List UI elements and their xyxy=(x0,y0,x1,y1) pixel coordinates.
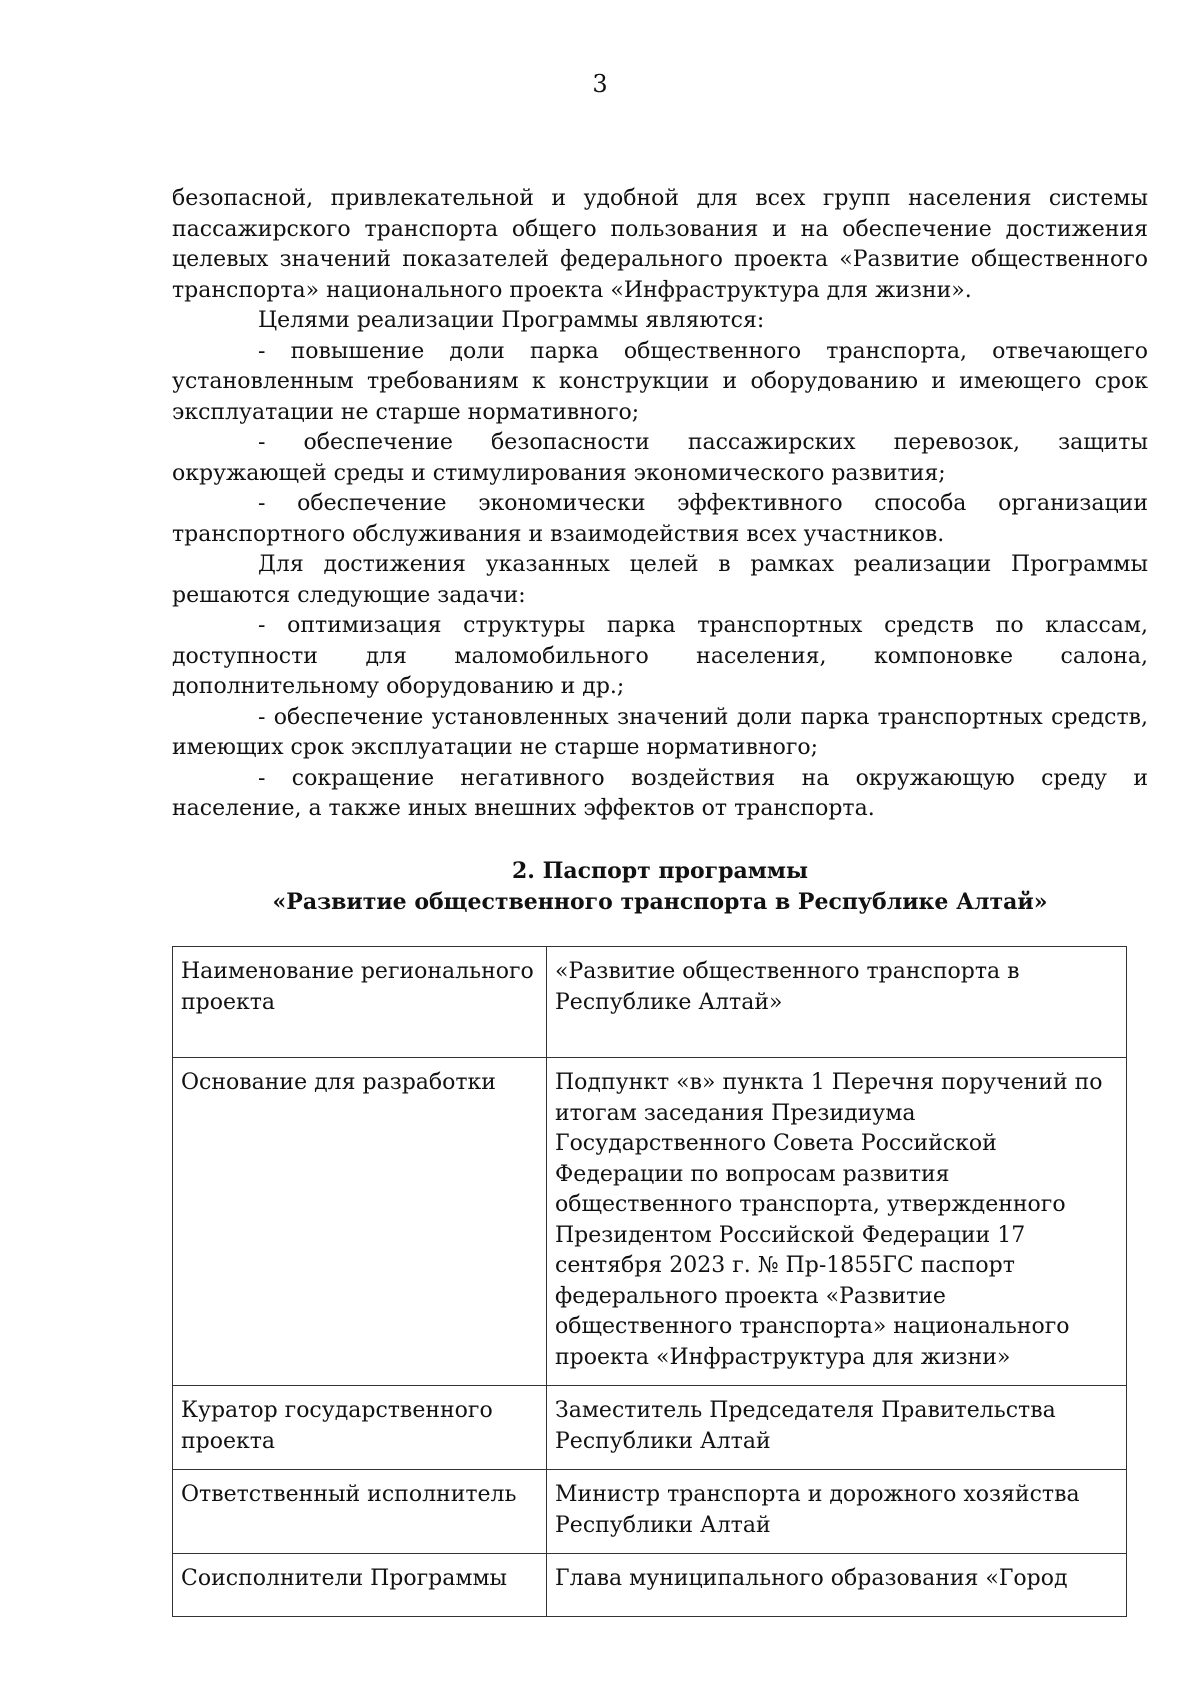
task-item: - оптимизация структуры парка транспортных средств по классам, доступности для маломобильного населения, компоновке салона, дополнительному оборудованию и др.; xyxy=(172,613,1148,699)
goal-item: - обеспечение экономически эффективного способа организации транспортного обслуживания и взаимодействия всех участников. xyxy=(172,491,1148,547)
paragraph-intro-continuation: безопасной, привлекательной и удобной для всех групп населения системы пассажирского транспорта общего пользования и на обеспечение достижения целевых значений показателей федерального проекта «Развитие общественного транспорта» национального проекта «Инфраструктура для жизни». xyxy=(172,186,1148,303)
table-row-value: Министр транспорта и дорожного хозяйства Республики Алтай xyxy=(547,1470,1127,1554)
task-item: - обеспечение установленных значений доли парка транспортных средств, имеющих срок эксплуатации не старше нормативного; xyxy=(172,704,1148,760)
table-row-label: Ответственный исполнитель xyxy=(173,1470,547,1554)
paragraph-goals-heading: Целями реализации Программы являются: xyxy=(258,308,765,333)
passport-table xyxy=(172,946,1127,1617)
section-title xyxy=(172,856,1148,918)
table-row-label: Соисполнители Программы xyxy=(173,1554,547,1617)
page-number: 3 xyxy=(592,70,608,98)
table-row xyxy=(173,1058,1127,1386)
table-row xyxy=(173,947,1127,1058)
table-row-value: «Развитие общественного транспорта в Республике Алтай» xyxy=(547,947,1127,1058)
table-row-value: Подпункт «в» пункта 1 Перечня поручений по итогам заседания Президиума Государственного Совета Российской Федерации по вопросам развития общественного транспорта, утвержденного Президентом Российской Федерации 17 сентября 2023 г. № Пр-1855ГС паспорт федерального проекта «Развитие общественного транспорта» национального проекта «Инфраструктура для жизни» xyxy=(547,1058,1127,1386)
table-row-label: Наименование регионального проекта xyxy=(173,947,547,1058)
table-row-label: Основание для разработки xyxy=(173,1058,547,1386)
section-title-line-1: 2. Паспорт программы xyxy=(511,858,809,884)
paragraph-tasks-heading: Для достижения указанных целей в рамках реализации Программы решаются следующие задачи: xyxy=(172,552,1148,608)
goal-item: - обеспечение безопасности пассажирских перевозок, защиты окружающей среды и стимулирования экономического развития; xyxy=(172,430,1148,486)
table-row-value: Заместитель Председателя Правительства Республики Алтай xyxy=(547,1386,1127,1470)
task-item: - сокращение негативного воздействия на окружающую среду и население, а также иных внешних эффектов от транспорта. xyxy=(172,765,1148,821)
body-text xyxy=(172,184,1148,825)
section-title-line-2: «Развитие общественного транспорта в Республике Алтай» xyxy=(272,889,1048,915)
table-row xyxy=(173,1554,1127,1617)
table-row-label: Куратор государственного проекта xyxy=(173,1386,547,1470)
table-row xyxy=(173,1386,1127,1470)
table-row xyxy=(173,1470,1127,1554)
table-row-value: Глава муниципального образования «Город xyxy=(547,1554,1127,1617)
goal-item: - повышение доли парка общественного транспорта, отвечающего установленным требованиям к конструкции и оборудованию и имеющего срок эксплуатации не старше нормативного; xyxy=(172,338,1148,425)
